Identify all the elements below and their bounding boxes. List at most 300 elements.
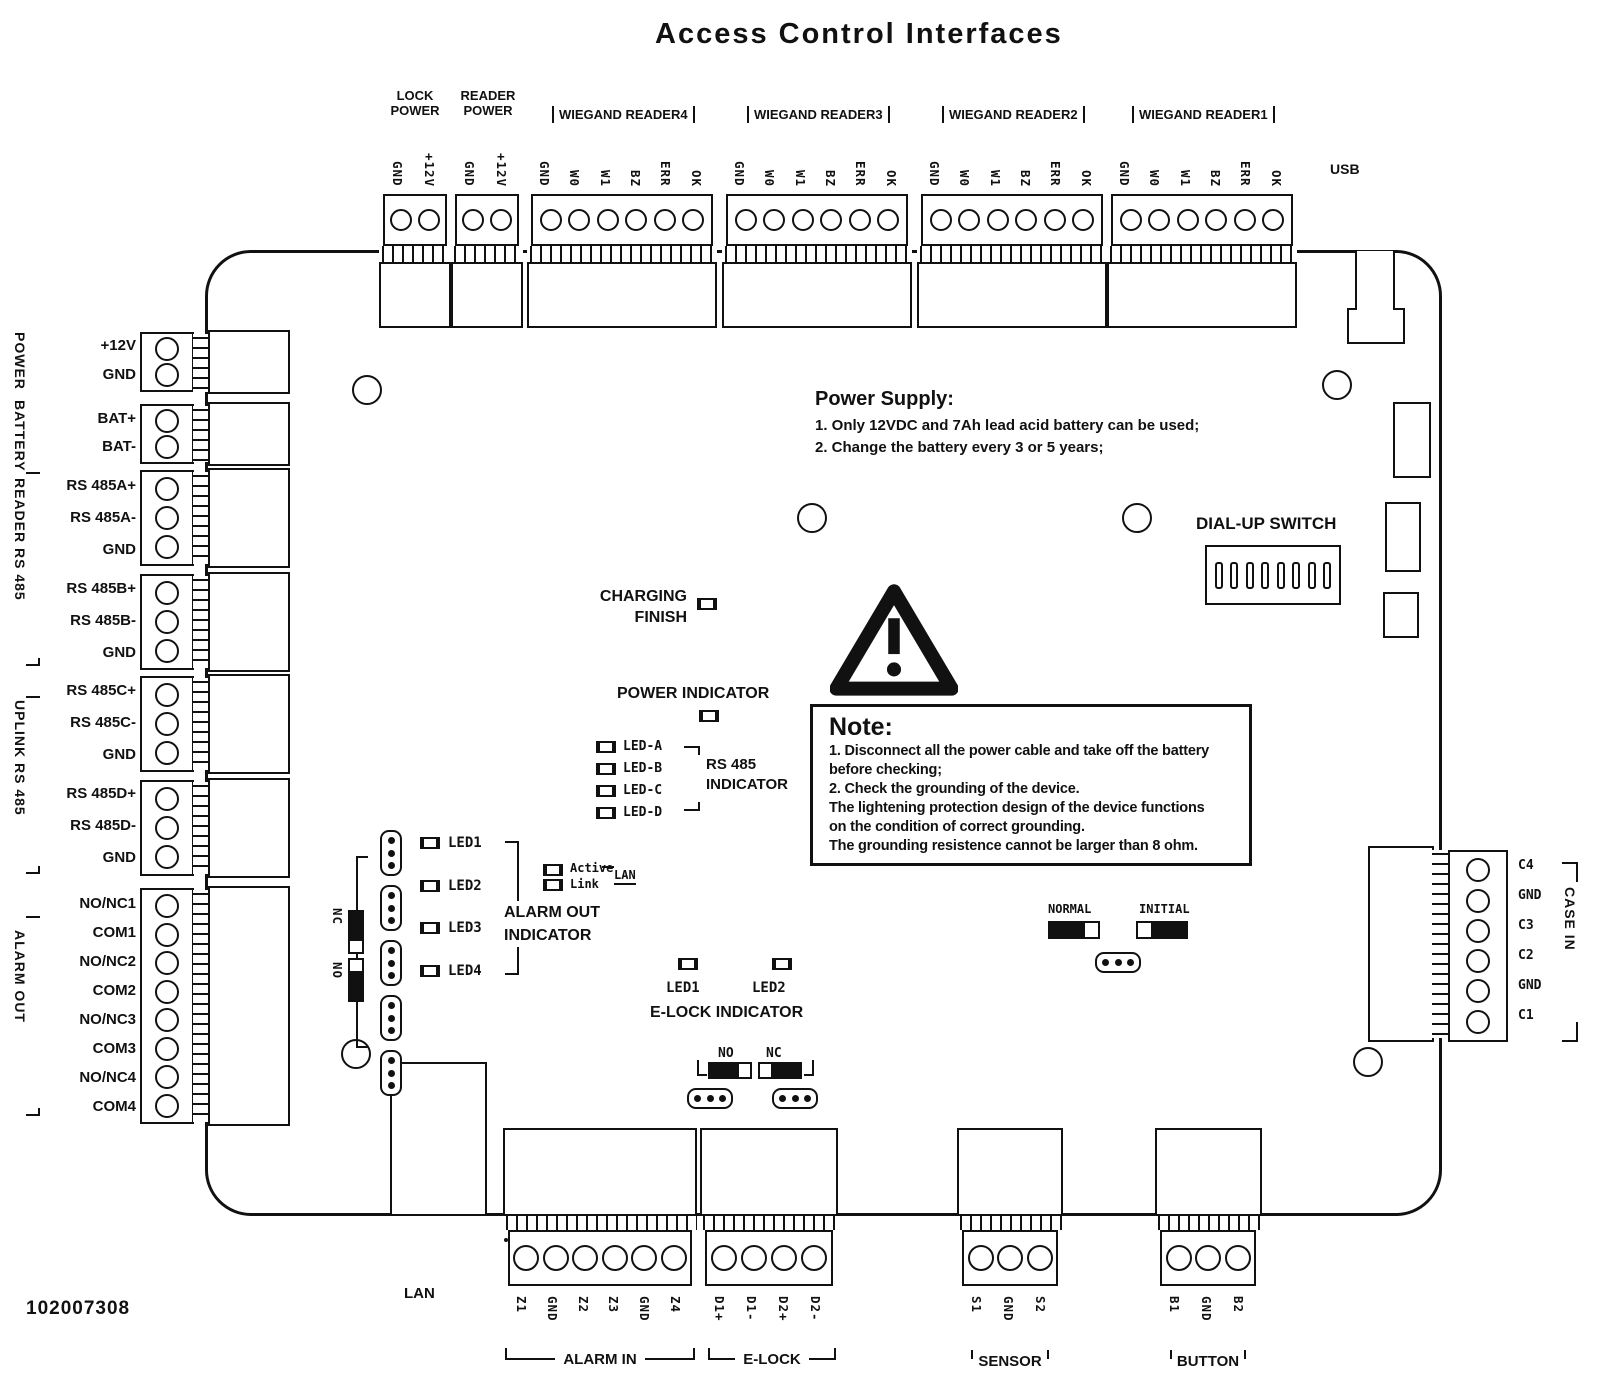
pin-label: Z2: [576, 1296, 591, 1314]
pin-label: GND: [102, 541, 136, 558]
connector-body: [208, 886, 290, 1126]
terminal-screw: [155, 506, 179, 530]
group-label-alarm-out: ALARM OUT: [12, 930, 28, 1023]
pin-label: Z3: [606, 1296, 621, 1314]
bracket-tick: [26, 866, 40, 874]
terminal-screw: [155, 610, 179, 634]
dial-up-switch: [1205, 545, 1341, 605]
terminal-screw: [735, 209, 757, 231]
elock-led2-icon: [772, 958, 792, 970]
pin-label: W1: [598, 169, 613, 187]
group-label-wiegand-reader2: WIEGAND READER2: [942, 106, 1085, 123]
alarm-in-bracket: [505, 1348, 695, 1368]
pin-strip: [1432, 850, 1448, 1038]
lan-link-label: Link: [570, 877, 599, 891]
power-supply-note: [815, 388, 1199, 459]
pin-label: W0: [567, 169, 582, 187]
terminal-screw: [1148, 209, 1170, 231]
terminal-screw: [1072, 209, 1094, 231]
pin-label: ERR: [1238, 161, 1253, 187]
terminal-screw: [711, 1245, 737, 1271]
terminal-screw: [997, 1245, 1023, 1271]
pin-label: GND: [102, 366, 136, 383]
initial-label: INITIAL: [1139, 902, 1190, 916]
pin-label: OK: [689, 169, 704, 187]
terminal-screw: [771, 1245, 797, 1271]
pin-label: GND: [1518, 978, 1542, 993]
terminal-screw: [1466, 949, 1490, 973]
pin-label: RS 485D-: [70, 817, 136, 834]
note-line: 2. Check the grounding of the device.: [829, 781, 1080, 797]
pin-label: D2-: [808, 1296, 823, 1322]
pin-label: GND: [545, 1296, 560, 1322]
part-number: 102007308: [26, 1298, 131, 1319]
terminal-screw: [1120, 209, 1142, 231]
bracket-line: [809, 1348, 824, 1360]
pin-label: Z4: [668, 1296, 683, 1314]
normal-label: NORMAL: [1048, 902, 1092, 916]
pin-label: C4: [1518, 858, 1534, 873]
battery-terminal-block: [140, 404, 194, 464]
connector-body: [208, 468, 290, 568]
connector-body: [957, 1128, 1063, 1216]
note-line: 1. Disconnect all the power cable and take off the battery: [829, 743, 1209, 759]
terminal-screw: [155, 1037, 179, 1061]
pin-label: RS 485B+: [66, 580, 136, 597]
pin-label: GND: [1117, 161, 1132, 187]
connector-body: [379, 262, 451, 328]
pin-label: NO/NC1: [79, 895, 136, 912]
jumper-block: [380, 830, 402, 876]
terminal-screw: [572, 1245, 598, 1271]
terminal-screw: [1466, 1010, 1490, 1034]
rs485-line1: RS 485: [706, 756, 757, 773]
elock-led2-label: LED2: [752, 980, 786, 996]
led1-label: LED1: [448, 835, 482, 851]
pin-label: RS 485A-: [70, 509, 136, 526]
power-supply-title: Power Supply:: [815, 388, 954, 410]
terminal-screw: [654, 209, 676, 231]
charging-finish-label: [575, 586, 687, 628]
bracket-line: [720, 1348, 735, 1360]
pin-label: D1+: [712, 1296, 727, 1322]
rs485-line2: INDICATOR: [706, 776, 788, 793]
terminal-screw: [682, 209, 704, 231]
finish-line: FINISH: [634, 609, 687, 626]
pin-label: COM1: [92, 924, 136, 941]
bracket-tick: [697, 1060, 707, 1076]
warning-triangle-icon: [830, 582, 958, 698]
charging-line: CHARGING: [599, 588, 687, 605]
charging-finish-led-icon: [697, 598, 717, 610]
elock-bracket: [708, 1348, 836, 1368]
pin-label: GND: [637, 1296, 652, 1322]
pin-label: OK: [1079, 169, 1094, 187]
connector-body: [503, 1128, 697, 1216]
pin-label: BZ: [823, 169, 838, 187]
lan-active-label: Active: [570, 861, 614, 875]
dip-slot: [1215, 562, 1223, 589]
reader-power-terminal-block: [455, 194, 519, 246]
led-a-icon: [596, 741, 616, 753]
pin-label: NO/NC2: [79, 953, 136, 970]
pin-label: W0: [762, 169, 777, 187]
terminal-screw: [462, 209, 484, 231]
terminal-screw: [1166, 1245, 1192, 1271]
pin-label: NO/NC4: [79, 1069, 136, 1086]
pin-label: Z1: [514, 1296, 529, 1314]
connector-body: [917, 262, 1107, 328]
note-line: on the condition of correct grounding.: [829, 819, 1085, 835]
terminal-screw: [1177, 209, 1199, 231]
case-in-bracket: [1548, 862, 1578, 1042]
dial-up-switch-label: DIAL-UP SWITCH: [1196, 514, 1337, 533]
pin-label: +12V: [494, 152, 509, 187]
normal-switch: [1048, 921, 1100, 939]
wiegand-reader1-terminal-block: [1111, 194, 1293, 246]
terminal-screw: [490, 209, 512, 231]
pin-label: GND: [102, 644, 136, 661]
rs485b-terminal-block: [140, 574, 194, 670]
terminal-screw: [1466, 858, 1490, 882]
jumper-block: [687, 1088, 733, 1109]
note-line: The grounding resistence cannot be larger than 8 ohm.: [829, 838, 1198, 854]
terminal-screw: [1044, 209, 1066, 231]
connector-body: [208, 572, 290, 672]
note-title: Note:: [829, 713, 893, 741]
connector-body: [722, 262, 912, 328]
pin-label: C3: [1518, 918, 1534, 933]
pin-label: BAT-: [102, 438, 136, 455]
pin-strip: [1107, 246, 1297, 262]
bracket-tick: [1047, 1350, 1049, 1359]
led3-label: LED3: [448, 920, 482, 936]
pin-label: GND: [1001, 1296, 1016, 1322]
elock-no-switch: [708, 1062, 752, 1079]
led2-icon: [420, 880, 440, 892]
connector-body: [1368, 846, 1434, 1042]
button-terminal-block: [1160, 1230, 1256, 1286]
elock-no-label: NO: [718, 1046, 734, 1061]
pin-strip: [503, 1216, 697, 1230]
led2-label: LED2: [448, 878, 482, 894]
pin-label: COM4: [92, 1098, 136, 1115]
pin-label: W0: [1147, 169, 1162, 187]
terminal-screw: [1234, 209, 1256, 231]
pin-label: BZ: [1208, 169, 1223, 187]
button-bracket: [1153, 1350, 1263, 1370]
pin-label: GND: [1199, 1296, 1214, 1322]
jumper-block: [380, 1050, 402, 1096]
bracket-tick: [804, 1060, 814, 1076]
lan-link-led-icon: [543, 879, 563, 891]
pin-label: RS 485B-: [70, 612, 136, 629]
jumper-block: [772, 1088, 818, 1109]
rs485c-terminal-block: [140, 676, 194, 772]
dip-slot: [1230, 562, 1238, 589]
dip-slot: [1323, 562, 1331, 589]
power-indicator-label: POWER INDICATOR: [617, 685, 770, 702]
pin-label: NO/NC3: [79, 1011, 136, 1028]
terminal-screw: [155, 639, 179, 663]
connector-body: [527, 262, 717, 328]
terminal-screw: [930, 209, 952, 231]
terminal-screw: [155, 535, 179, 559]
board-component: [1383, 592, 1419, 638]
pin-label: COM2: [92, 982, 136, 999]
pin-strip: [1155, 1216, 1262, 1230]
terminal-screw: [1015, 209, 1037, 231]
lan-label: LAN: [404, 1285, 435, 1302]
pin-label: BZ: [1018, 169, 1033, 187]
terminal-screw: [1195, 1245, 1221, 1271]
mounting-hole: [352, 375, 382, 405]
terminal-screw: [155, 337, 179, 361]
terminal-screw: [968, 1245, 994, 1271]
terminal-screw: [155, 980, 179, 1004]
pin-label: W1: [988, 169, 1003, 187]
bracket-tick: [683, 1348, 695, 1360]
alarm-in-terminal-block: [508, 1230, 692, 1286]
power-terminal-block: [140, 332, 194, 392]
connector-body: [451, 262, 523, 328]
board-component: [1393, 402, 1431, 478]
lock-power-terminal-block: [383, 194, 447, 246]
terminal-screw: [155, 1065, 179, 1089]
sensor-bracket: [955, 1350, 1065, 1370]
connector-body: [208, 402, 290, 466]
group-label-wiegand-reader1: WIEGAND READER1: [1132, 106, 1275, 123]
bracket-line: [602, 866, 614, 868]
pin-label: RS 485C-: [70, 714, 136, 731]
pin-label: +12V: [422, 152, 437, 187]
group-label-reader-rs485: READER RS 485: [12, 478, 28, 601]
terminal-screw: [390, 209, 412, 231]
pin-label: GND: [462, 161, 477, 187]
mounting-hole: [1353, 1047, 1383, 1077]
pin-strip: [957, 1216, 1063, 1230]
group-label-button: BUTTON: [1176, 1353, 1240, 1370]
terminal-screw: [631, 1245, 657, 1271]
note-line: before checking;: [829, 762, 942, 778]
terminal-screw: [155, 435, 179, 459]
pin-label: B1: [1167, 1296, 1182, 1314]
bracket-tick: [1244, 1350, 1246, 1359]
terminal-screw: [155, 363, 179, 387]
terminal-screw: [763, 209, 785, 231]
terminal-screw: [155, 712, 179, 736]
led-b-label: LED-B: [623, 761, 663, 776]
pin-strip: [700, 1216, 838, 1230]
terminal-screw: [597, 209, 619, 231]
terminal-screw: [741, 1245, 767, 1271]
pin-label: S1: [969, 1296, 984, 1314]
initial-switch: [1136, 921, 1188, 939]
dip-slot: [1277, 562, 1285, 589]
bracket-line: [517, 1348, 555, 1360]
terminal-screw: [155, 581, 179, 605]
elock-nc-label: NC: [766, 1046, 782, 1061]
connector-body: [208, 778, 290, 878]
usb-label: USB: [1330, 161, 1360, 177]
group-label-lock-power: LOCK POWER: [390, 88, 440, 118]
usb-connector: [1347, 251, 1405, 345]
pin-label: ERR: [1048, 161, 1063, 187]
group-label-wiegand-reader4: WIEGAND READER4: [552, 106, 695, 123]
pin-strip: [722, 246, 912, 262]
dip-slot: [1308, 562, 1316, 589]
pin-strip: [193, 678, 209, 770]
group-label-sensor: SENSOR: [978, 1353, 1042, 1370]
pin-strip: [451, 246, 523, 262]
terminal-screw: [1262, 209, 1284, 231]
terminal-screw: [1466, 979, 1490, 1003]
elock-led1-label: LED1: [666, 980, 700, 996]
pin-label: D1-: [744, 1296, 759, 1322]
terminal-screw: [568, 209, 590, 231]
terminal-screw: [801, 1245, 827, 1271]
terminal-screw: [1466, 889, 1490, 913]
mounting-hole: [1122, 503, 1152, 533]
lan-indicator-label: LAN: [614, 868, 636, 885]
led-c-label: LED-C: [623, 783, 663, 798]
terminal-screw: [513, 1245, 539, 1271]
connector-body: [700, 1128, 838, 1216]
pin-label: GND: [537, 161, 552, 187]
terminal-screw: [155, 409, 179, 433]
power-supply-line1: 1. Only 12VDC and 7Ah lead acid battery can be used;: [815, 417, 1200, 434]
bracket-tick: [684, 746, 700, 755]
pin-label: OK: [1269, 169, 1284, 187]
led3-icon: [420, 922, 440, 934]
pin-label: RS 485A+: [66, 477, 136, 494]
terminal-screw: [1027, 1245, 1053, 1271]
pin-strip: [193, 890, 209, 1122]
pin-label: RS 485C+: [66, 682, 136, 699]
terminal-screw: [540, 209, 562, 231]
terminal-screw: [155, 1094, 179, 1118]
led-c-icon: [596, 785, 616, 797]
pin-label: ERR: [658, 161, 673, 187]
nc-label: NC: [330, 908, 345, 926]
no-jumper-switch: [348, 958, 364, 1002]
elock-terminal-block: [705, 1230, 833, 1286]
bracket-tick: [505, 1348, 517, 1360]
pin-strip: [193, 782, 209, 874]
note-box: [810, 704, 1252, 866]
wiegand-reader2-terminal-block: [921, 194, 1103, 246]
bracket-tick: [1562, 1022, 1578, 1042]
group-label-reader-power: READER POWER: [460, 88, 516, 118]
note-line: The lightening protection design of the device functions: [829, 800, 1205, 816]
connector-body: [1155, 1128, 1262, 1216]
pin-label: ERR: [853, 161, 868, 187]
led4-icon: [420, 965, 440, 977]
terminal-screw: [987, 209, 1009, 231]
terminal-screw: [155, 845, 179, 869]
stray-dot: [504, 1238, 508, 1242]
terminal-screw: [1466, 919, 1490, 943]
bracket-line: [645, 1348, 683, 1360]
pin-label: W1: [1178, 169, 1193, 187]
bracket-tick: [1562, 862, 1578, 882]
connector-body: [208, 330, 290, 394]
pin-strip: [379, 246, 451, 262]
terminal-screw: [661, 1245, 687, 1271]
mounting-hole: [797, 503, 827, 533]
terminal-screw: [155, 816, 179, 840]
led-a-label: LED-A: [623, 739, 663, 754]
pin-label: GND: [927, 161, 942, 187]
elock-nc-switch: [758, 1062, 802, 1079]
bracket-tick: [708, 1348, 720, 1360]
pin-label: COM3: [92, 1040, 136, 1057]
pin-label: GND: [102, 849, 136, 866]
elock-led1-icon: [678, 958, 698, 970]
pin-strip: [917, 246, 1107, 262]
lan-connector: [390, 1062, 487, 1216]
pin-strip: [193, 472, 209, 564]
pin-label: GND: [732, 161, 747, 187]
case-in-terminal-block: [1448, 850, 1508, 1042]
wiegand-reader3-terminal-block: [726, 194, 908, 246]
pin-label: D2+: [776, 1296, 791, 1322]
page-title: Access Control Interfaces: [655, 18, 1063, 50]
terminal-screw: [1225, 1245, 1251, 1271]
group-label-battery: BATTERY: [12, 400, 28, 472]
led4-label: LED4: [448, 963, 482, 979]
no-label: NO: [330, 962, 345, 980]
dip-slot: [1261, 562, 1269, 589]
group-label-uplink-rs485: UPLINK RS 485: [12, 700, 28, 816]
rs485a-terminal-block: [140, 470, 194, 566]
power-indicator-led-icon: [699, 710, 719, 722]
jumper-block: [380, 885, 402, 931]
bracket-tick: [684, 802, 700, 811]
bracket-tick: [824, 1348, 836, 1360]
power-supply-line2: 2. Change the battery every 3 or 5 years;: [815, 439, 1104, 456]
terminal-screw: [155, 1008, 179, 1032]
terminal-screw: [155, 683, 179, 707]
pin-label: B2: [1231, 1296, 1246, 1314]
pin-label: W1: [793, 169, 808, 187]
pin-label: W0: [957, 169, 972, 187]
terminal-screw: [792, 209, 814, 231]
terminal-screw: [155, 894, 179, 918]
lan-active-led-icon: [543, 864, 563, 876]
terminal-screw: [155, 951, 179, 975]
pin-strip: [193, 334, 209, 392]
dip-slot: [1292, 562, 1300, 589]
pin-label: RS 485D+: [66, 785, 136, 802]
pin-label: GND: [102, 746, 136, 763]
mounting-hole: [1322, 370, 1352, 400]
alarm-out-line1: ALARM OUT: [504, 904, 600, 921]
sensor-terminal-block: [962, 1230, 1058, 1286]
pin-strip: [193, 406, 209, 462]
connector-body: [208, 674, 290, 774]
terminal-screw: [849, 209, 871, 231]
pin-label: C2: [1518, 948, 1534, 963]
pin-label: BZ: [628, 169, 643, 187]
terminal-screw: [602, 1245, 628, 1271]
terminal-screw: [625, 209, 647, 231]
pin-label: S2: [1033, 1296, 1048, 1314]
jumper-block: [1095, 952, 1141, 973]
board-component: [1385, 502, 1421, 572]
terminal-screw: [418, 209, 440, 231]
terminal-screw: [820, 209, 842, 231]
